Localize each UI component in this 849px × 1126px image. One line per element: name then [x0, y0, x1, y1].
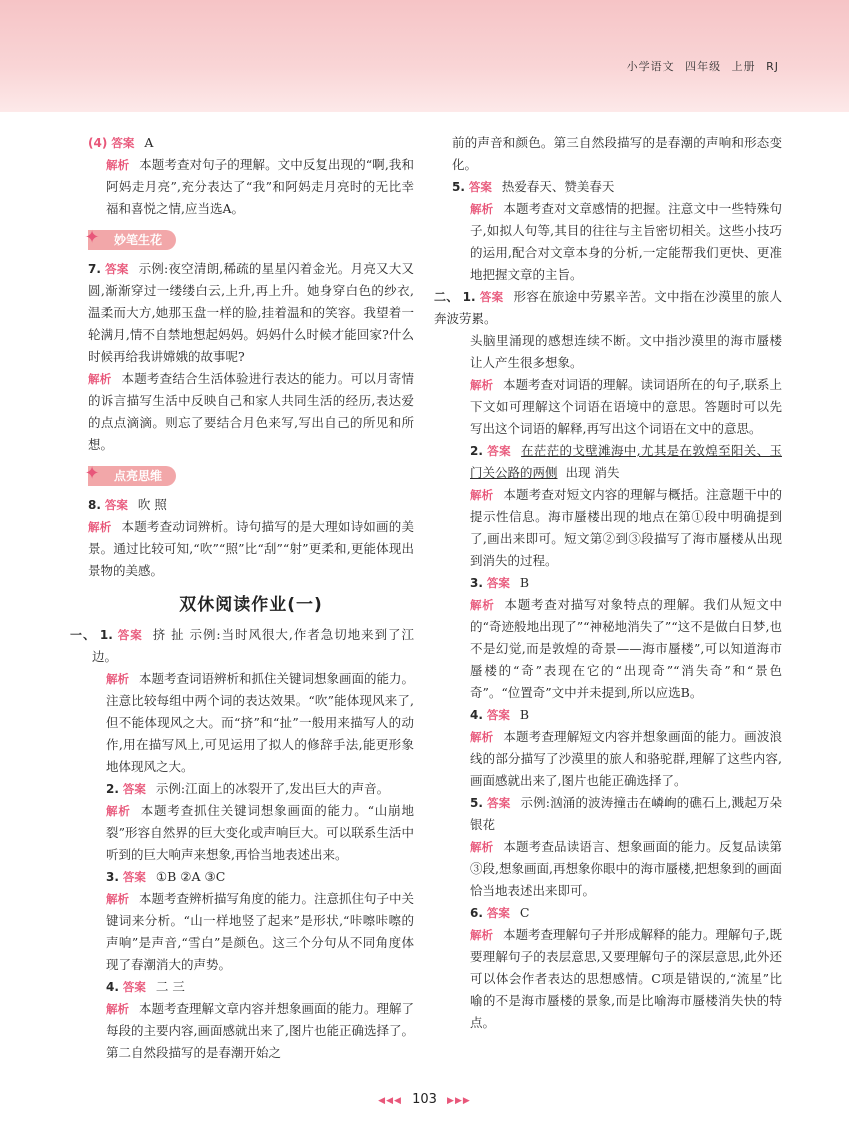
s2-q5-analysis: 本题考查品读语言、想象画面的能力。反复品读第③段,想象画面,再想象你眼中的海市蜃楼,把想象到的画面恰当地表述出来即可。 [470, 839, 782, 898]
analysis-label: 解析 [106, 1002, 129, 1016]
analysis-label: 解析 [88, 372, 112, 386]
continued-text: 前的声音和颜色。第三自然段描写的是春潮的声响和形态变化。 [452, 135, 782, 172]
page-footer [0, 1092, 849, 1107]
q4-analysis-line [88, 154, 414, 220]
s2-q6-number: 6. [470, 906, 483, 920]
book-info: 小学语文 四年级 上册 RJ [626, 60, 779, 73]
answer-label: 答案 [486, 708, 510, 722]
q8-analysis: 本题考查动词辨析。诗句描写的是大理如诗如画的美景。通过比较可知,“吹”“照”比“刮”“射”更柔和,更能体现出景物的美感。 [88, 519, 414, 578]
banner-dianliang-label: 点亮思维 [114, 469, 163, 483]
analysis-label: 解析 [470, 730, 494, 744]
s2-q6-answer: C [519, 905, 530, 920]
page-number: 103 [412, 1092, 437, 1107]
s2-q1-analysis-line [452, 374, 782, 440]
q8-analysis-line [88, 516, 414, 582]
s2-q6-analysis: 本题考查理解句子并形成解释的能力。理解句子,既要理解句子的表层意思,又要理解句子的深层意思,此外还可以体会作者表达的思想感情。C项是错误的,“流星”比喻的不是海市蜃楼的景象,而是比喻海市蜃楼消失快的特点。 [470, 927, 783, 1030]
right-column [434, 132, 783, 1034]
analysis-label: 解析 [470, 488, 494, 502]
answer-label: 答案 [486, 796, 511, 810]
s2-q3-number: 3. [470, 576, 483, 590]
answer-label: 答案 [111, 136, 135, 150]
answer-label: 答案 [468, 180, 492, 194]
s1-q1-analysis: 本题考查词语辨析和抓住关键词想象画面的能力。注意比较每组中两个词的表达效果。“吹”能体现风来了,但不能体现风之大。而“挤”和“扯”一般用来描写人的动作,用在描写风上,可见运用了拟人的修辞手法,能更形象地体现风之大。 [106, 671, 415, 774]
q5-analysis-line [452, 198, 782, 286]
s2-q4-number: 4. [470, 708, 483, 722]
s2-q3-analysis-line [452, 594, 782, 704]
s1-q2-number: 2. [106, 782, 119, 796]
analysis-label: 解析 [106, 672, 129, 686]
answer-label: 答案 [479, 290, 504, 304]
s2-q5-number: 5. [470, 796, 483, 810]
analysis-label: 解析 [470, 928, 494, 942]
s2-q2-analysis-line [452, 484, 782, 572]
q4-analysis: 本题考查对句子的理解。文中反复出现的“啊,我和阿妈走月亮”,充分表达了“我”和阿妈走月亮时的无比幸福和喜悦之情,应当选A。 [106, 157, 415, 216]
left-column [70, 132, 415, 1064]
q7-number: 7. [88, 262, 101, 276]
answer-label: 答案 [122, 782, 146, 796]
s1-q3-analysis: 本题考查辨析描写角度的能力。注意抓住句子中关键词来分析。“山一样地竖了起来”是形状,“咔嚓咔嚓的声响”是声音,“雪白”是颜色。这三个分句从不同角度体现了春潮消大的声势。 [106, 891, 415, 972]
analysis-label: 解析 [470, 202, 494, 216]
s2-q2-answer-line [452, 440, 782, 484]
s2-q1-analysis: 本题考查对词语的理解。读词语所在的句子,联系上下文如可理解这个词语在语境中的意思。答题时可以先写出这个词语的解释,再写出这个词语在文中的意思。 [470, 377, 783, 436]
analysis-label: 解析 [106, 158, 130, 172]
s2-q6-answer-line [452, 902, 782, 924]
s2-q4-answer: B [519, 707, 530, 722]
s1-q2-answer: 示例:江面上的冰裂开了,发出巨大的声音。 [155, 781, 390, 796]
s1-prefix: 一、 [70, 628, 96, 642]
analysis-label: 解析 [88, 520, 112, 534]
s2-q2-number: 2. [470, 444, 483, 458]
s2-q1-answer: 形容在旅途中劳累辛苦。文中指在沙漠里的旅人奔波劳累。 [434, 289, 782, 326]
answer-label: 答案 [116, 628, 143, 642]
s2-q3-answer-line [452, 572, 782, 594]
pen-star-icon: ✦ [84, 227, 100, 248]
s1-q4-answer-line [88, 976, 414, 998]
s2-q5-answer-line [452, 792, 782, 836]
s1-q3-answer-line [88, 866, 414, 888]
s1-q1-analysis-line [88, 668, 414, 778]
s2-q2-analysis: 本题考查对短文内容的理解与概括。注意题干中的提示性信息。海市蜃楼出现的地点在第①段中明确提到了,画出来即可。短文第②到③段描写了海市蜃楼从出现到消失的过程。 [470, 487, 782, 568]
s2-q4-analysis-line [452, 726, 782, 792]
q8-answer: 吹 照 [137, 497, 167, 512]
q4-answer-line [88, 132, 414, 154]
analysis-label: 解析 [470, 840, 494, 854]
s2-q3-answer: B [519, 575, 530, 590]
s2-q3-analysis: 本题考查对描写对象特点的理解。我们从短文中的“奇迹般地出现了”“神秘地消失了”“这不是做白日梦,也不是幻觉,而是敦煌的奇景——海市蜃楼”,可以知道海市蜃楼的“奇”表现在它的“出现奇”“消失奇”和“景色奇”。“位置奇”文中并未提到,所以应选B。 [470, 597, 782, 700]
s1-q4-answer: 二 三 [155, 979, 185, 994]
s1-q2-analysis: 本题考查抓住关键词想象画面的能力。“山崩地裂”形容自然界的巨大变化或声响巨大。可以联系生活中听到的巨大响声来想象,再恰当地表述出来。 [106, 803, 414, 862]
banner-miaobi-label: 妙笔生花 [114, 233, 163, 247]
s1-q4-analysis: 本题考查理解文章内容并想象画面的能力。理解了每段的主要内容,画面感就出来了,图片也能正确选择了。第二自然段描写的是春潮开始之 [106, 1001, 415, 1060]
s1-q3-answer: ①B ②A ③C [155, 869, 226, 884]
s2-q2-answer-underlined: 在茫茫的戈壁滩海中,尤其是在敦煌至阳关、玉门关公路的两侧 [470, 443, 782, 480]
answer-label: 答案 [122, 870, 146, 884]
section-title: 双休阅读作业(一) [179, 595, 323, 615]
s1-q2-analysis-line [88, 800, 414, 866]
s2-q1-answer2-line: 头脑里涌现的感想连续不断。文中指沙漠里的海市蜃楼让人产生很多想象。 [470, 333, 782, 370]
s1-q1-answer-line [70, 624, 414, 668]
q7-answer: 示例:夜空清朗,稀疏的星星闪着金光。月亮又大又圆,渐渐穿过一缕缕白云,上升,再上升。她身穿白色的纱衣,温柔而大方,她那玉盘一样的脸,挂着温和的笑容。我望着一轮满月,情不自禁地想起妈妈。妈妈什么时候才能回家?什么时候再给我讲嫦娥的故事呢? [88, 261, 415, 364]
s2-q5-analysis-line [452, 836, 782, 902]
analysis-label: 解析 [106, 804, 131, 818]
s2-q1-answer-line [434, 286, 782, 330]
banner-miaobi [84, 227, 176, 250]
s1-q1-answer: 挤 扯 示例:当时风很大,作者急切地来到了江边。 [92, 627, 414, 664]
banner-dianliang [84, 463, 176, 486]
s1-q3-analysis-line [88, 888, 414, 976]
s2-q4-answer-line [452, 704, 782, 726]
s2-q4-analysis: 本题考查理解短文内容并想象画面的能力。画波浪线的部分描写了沙漠里的旅人和骆驼群,理解了这些内容,画面感就出来了,图片也能正确选择了。 [470, 729, 782, 788]
analysis-label: 解析 [106, 892, 129, 906]
s2-q5-answer: 示例:汹涌的波涛撞击在嶙峋的礁石上,溅起万朵银花 [470, 795, 783, 832]
answer-label: 答案 [122, 980, 146, 994]
q5-answer-line [452, 176, 782, 198]
q8-number: 8. [88, 498, 101, 512]
q7-analysis: 本题考查结合生活体验进行表达的能力。可以月寄情的诉言描写生活中反映自己和家人共同生活的经历,表达爱的点点滴滴。则忘了要结合月色来写,写出自己的所见和所想。 [88, 371, 414, 452]
q4-number: (4) [88, 136, 108, 150]
s1-q4-number: 4. [106, 980, 119, 994]
analysis-label: 解析 [470, 378, 494, 392]
q5-answer: 热爱春天、赞美春天 [501, 179, 615, 194]
header-band [0, 0, 849, 112]
q5-analysis: 本题考查对文章感情的把握。注意文中一些特殊句子,如拟人句等,其目的往往与主旨密切相关。这些小技巧的运用,配合对文章本身的分析,一定能帮我们更快、更准地把握文章的主旨。 [470, 201, 782, 282]
right-arrows-icon: ▶▶▶ [447, 1096, 471, 1106]
bulb-star-icon: ✦ [84, 463, 100, 484]
answer-label: 答案 [486, 906, 510, 920]
s1-q2-answer-line [88, 778, 414, 800]
answer-label: 答案 [104, 498, 128, 512]
answer-label: 答案 [104, 262, 129, 276]
s2-q1-number: 1. [462, 290, 476, 304]
s1-q4-analysis-line [88, 998, 414, 1064]
analysis-label: 解析 [470, 598, 495, 612]
q8-answer-line [88, 494, 414, 516]
answer-label: 答案 [486, 576, 510, 590]
s2-prefix: 二、 [434, 290, 459, 304]
left-arrows-icon: ◀◀◀ [378, 1096, 402, 1106]
s2-q6-analysis-line [452, 924, 782, 1034]
q7-analysis-line [88, 368, 414, 456]
q5-number: 5. [452, 180, 465, 194]
answer-label: 答案 [486, 444, 511, 458]
q7-answer-line [88, 258, 414, 368]
s1-q1-number: 1. [99, 628, 113, 642]
s1-q3-number: 3. [106, 870, 119, 884]
q4-answer: A [144, 135, 154, 150]
s2-q2-answer-tail: 出现 消失 [565, 465, 620, 480]
